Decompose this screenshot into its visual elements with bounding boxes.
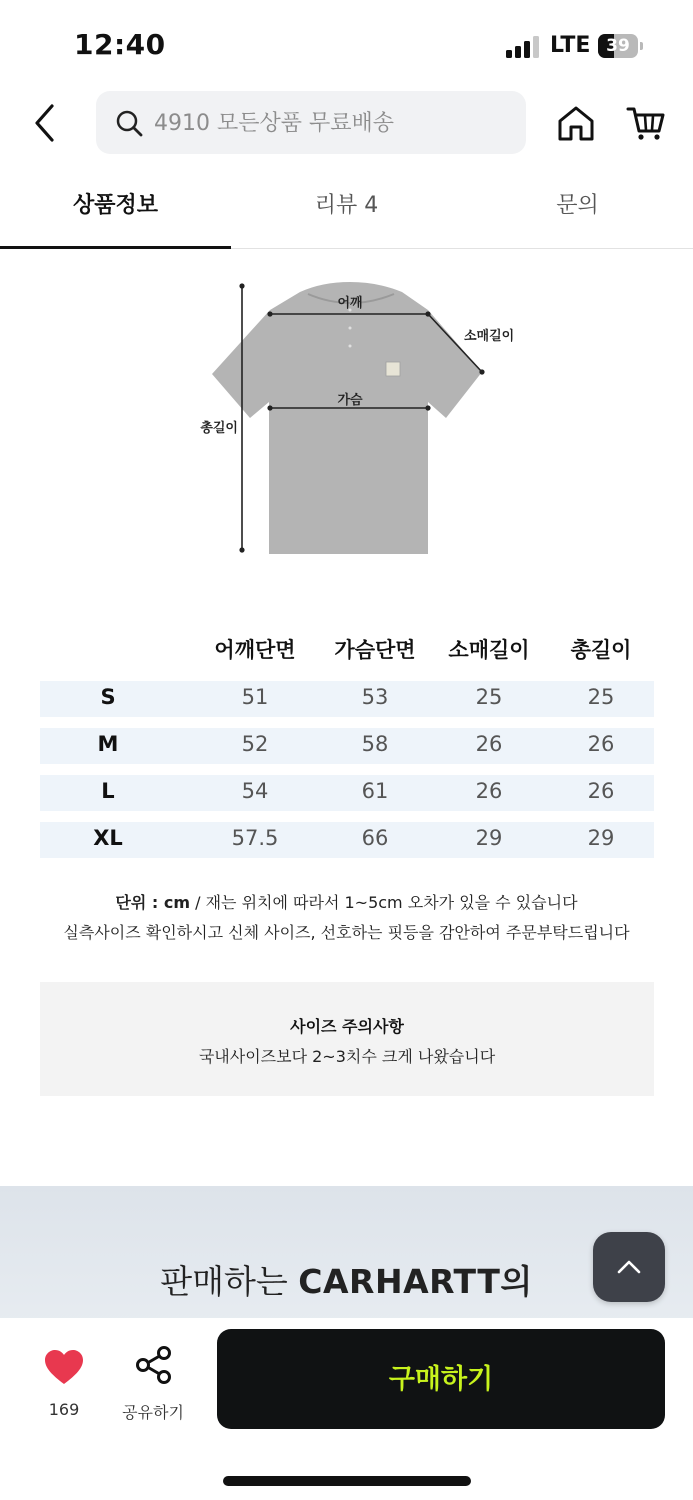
buy-button[interactable]: 구매하기 [217,1329,665,1429]
value-cell: 26 [587,732,615,756]
caution-title: 사이즈 주의사항 [290,1017,404,1036]
table-row [40,822,654,858]
order-note: 실측사이즈 확인하시고 신체 사이즈, 선호하는 핏등을 감안하여 주문부탁드립니다 [63,923,630,942]
diagram-label-sleeve: 소매길이 [464,329,515,344]
like-button[interactable] [42,1346,86,1390]
value-cell: 57.5 [231,826,279,850]
table-row [40,681,654,717]
size-cell: S [100,685,116,709]
share-button[interactable] [132,1344,174,1386]
status-time: 12:40 [74,28,166,61]
size-cell: M [97,732,119,756]
home-icon [556,104,596,142]
col-header: 소매길이 [448,638,530,662]
tab-reviews[interactable]: 리뷰 4 [314,193,379,218]
size-cell: XL [93,826,123,850]
chevron-up-icon [593,1232,665,1302]
size-caution-box [40,982,654,1096]
promo-headline [0,1256,693,1303]
measurement-note [0,890,693,913]
like-count: 169 [48,1400,80,1419]
scroll-top-button[interactable] [593,1232,665,1302]
table-row [40,775,654,811]
caution-text: 국내사이즈보다 2~3치수 크게 나왔습니다 [198,1047,496,1066]
value-cell: 53 [361,685,389,709]
value-cell: 29 [587,826,615,850]
search-bar[interactable] [96,91,526,154]
size-diagram [190,270,530,570]
share-icon [132,1344,174,1386]
network-type: LTE [550,33,591,58]
battery-icon [598,34,644,58]
value-cell: 29 [475,826,503,850]
size-cell: L [101,779,115,803]
unit-note-text: / 재는 위치에 따라서 1~5cm 오차가 있을 수 있습니다 [190,893,578,912]
value-cell: 26 [587,779,615,803]
home-indicator [223,1476,471,1486]
value-cell: 26 [475,732,503,756]
promo-prefix: 판매하는 [160,1262,299,1301]
table-header [40,630,654,670]
promo-brand: CARHARTT의 [298,1262,533,1301]
value-cell: 51 [241,685,269,709]
search-input[interactable] [152,91,516,156]
promo-banner [0,1186,693,1326]
unit-label: 단위 : cm [115,893,191,912]
tab-product-info[interactable]: 상품정보 [72,193,158,218]
value-cell: 25 [587,685,615,709]
value-cell: 52 [241,732,269,756]
col-header: 어깨단면 [214,638,296,662]
diagram-label-total: 총길이 [200,421,238,436]
value-cell: 54 [241,779,269,803]
share-label: 공유하기 [122,1403,184,1422]
value-cell: 58 [361,732,389,756]
home-button[interactable] [556,104,596,142]
signal-icon [506,36,540,58]
battery-level: 39 [606,36,630,56]
tab-inquiry[interactable]: 문의 [556,193,599,218]
table-row [40,728,654,764]
value-cell: 25 [475,685,503,709]
value-cell: 66 [361,826,389,850]
diagram-label-shoulder: 어깨 [337,296,363,311]
value-cell: 61 [361,779,389,803]
heart-icon [42,1346,86,1390]
cart-icon [626,104,666,142]
col-header: 가슴단면 [334,638,416,662]
col-header: 총길이 [570,638,632,662]
diagram-label-chest: 가슴 [337,393,363,408]
value-cell: 26 [475,779,503,803]
chevron-left-icon [28,100,64,146]
size-table [40,630,654,858]
back-button[interactable] [28,100,64,146]
cart-button[interactable] [626,104,666,142]
search-icon [114,108,144,138]
tab-active-indicator [0,246,231,249]
